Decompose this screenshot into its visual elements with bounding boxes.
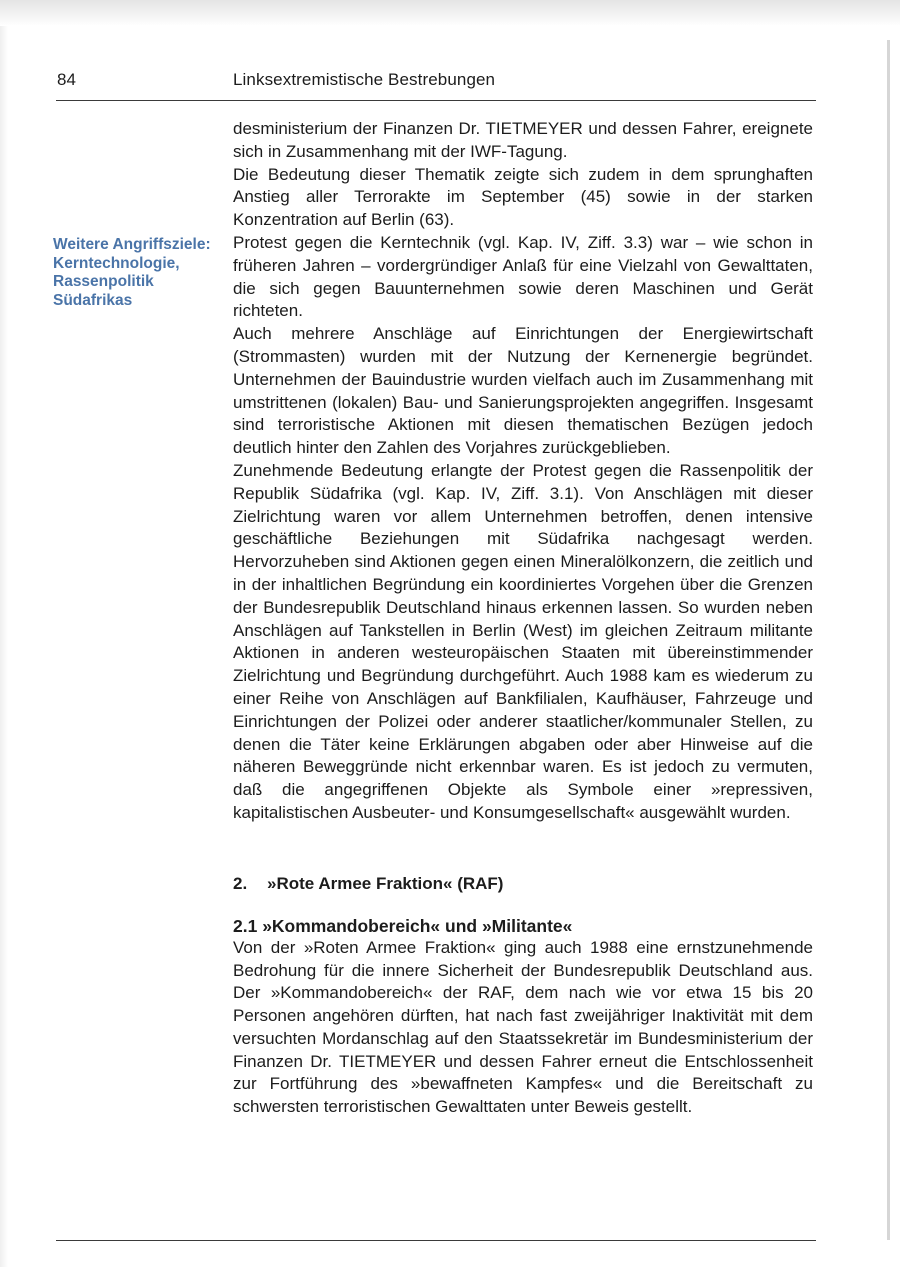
paragraph: Von der »Roten Armee Fraktion« ging auch 1988 eine ernstzunehmende Bedrohung für die innere Sicherheit der Bundesrepublik Deutschland aus. Der »Kommandobereich« der RAF, dem nach wie vor etwa 15 bis 20 Personen angehören dürften, hat nach fast zweijähriger Inaktivität mit dem versuchten Mordanschlag auf den Staatssekretär im Bundesministerium der Finanzen Dr. TIETMEYER und dessen Fahrer erneut die Entschlossenheit zur Fortführung des »bewaffneten Kampfes« und die Bereitschaft zu schwersten terroristischen Gewalttaten unter Beweis gestellt. [233,937,813,1117]
page-number: 84 [57,70,76,89]
paragraph: Auch mehrere Anschläge auf Einrichtungen der Energiewirtschaft (Strommasten) wurden mit der Nutzung der Kernenergie begründet. Unternehmen der Bauindustrie wurden vielfach auch im Zusammenhang mit umstrittenen (lokalen) Bau- und Sanierungsprojekten angegriffen. Insgesamt sind terroristische Aktionen mit diesen thematischen Bezügen jedoch deutlich hinter den Zahlen des Vorjahres zurückgeblieben. [233,324,813,458]
section-number: 2. [233,873,248,893]
section-heading [233,873,813,895]
scan-shadow-top [0,0,900,26]
scan-edge-right [887,40,890,1240]
margin-note: Weitere Angriffsziele: Kerntechnologie, Rassenpolitik Südafrikas [53,236,211,309]
paragraph: Zunehmende Bedeutung erlangte der Protest gegen die Rassenpolitik der Republik Südafrika (vgl. Kap. IV, Ziff. 3.1). Von Anschlägen mit dieser Zielrichtung waren vor allem Unternehmen betroffen, denen intensive geschäftliche Beziehungen mit Südafrika nachgesagt werden. Hervorzuheben sind Aktionen gegen einen Mineralölkonzern, die zeitlich und in der inhaltlichen Begründung ein koordiniertes Vorgehen über die Grenzen der Bundesrepublik Deutschland hinaus erkennen lassen. So wurden neben Anschlägen auf Tankstellen in Berlin (West) im gleichen Zeitraum militante Aktionen in anderen westeuropäischen Staaten mit übereinstimmender Zielrichtung und Begründung durchgeführt. Auch 1988 kam es wiederum zu einer Reihe von Anschlägen auf Bankfilialen, Kaufhäuser, Fahrzeuge und Einrichtungen der Polizei oder anderer staatlicher/kommunaler Stellen, zu denen die Täter keine Erklärungen abgaben oder aber Hinweise auf die näheren Beweggründe nicht erkennbar waren. Es ist jedoch zu vermuten, daß die angegriffenen Objekte als Symbole einer »repressiven, kapitalistischen Ausbeuter- und Konsumgesellschaft« ausgewählt wurden. [233,460,813,822]
paragraph: desministerium der Finanzen Dr. TIETMEYER und dessen Fahrer, ereignete sich in Zusammenhang mit der IWF-Tagung. [233,119,813,161]
section-title: »Rote Armee Fraktion« (RAF) [267,873,504,893]
subsection-heading: 2.1 »Kommandobereich« und »Militante« [233,915,573,936]
main-content [233,118,813,1119]
footer-rule [56,1240,816,1241]
paragraph: Die Bedeutung dieser Thematik zeigte sich zudem in dem sprunghaften Anstieg aller Terrorakte im September (45) sowie in der starken Konzentration auf Berlin (63). [233,164,813,230]
header-rule [56,100,816,101]
paragraph: Protest gegen die Kerntechnik (vgl. Kap. IV, Ziff. 3.3) war – wie schon in früheren Jahren – vordergründiger Anlaß für eine Vielzahl von Gewalttaten, die sich gegen Bauunternehmen sowie deren Maschinen und Gerät richteten. [233,232,813,321]
running-header: Linksextremistische Bestrebungen [233,70,496,89]
scan-shadow-left [0,26,8,1267]
